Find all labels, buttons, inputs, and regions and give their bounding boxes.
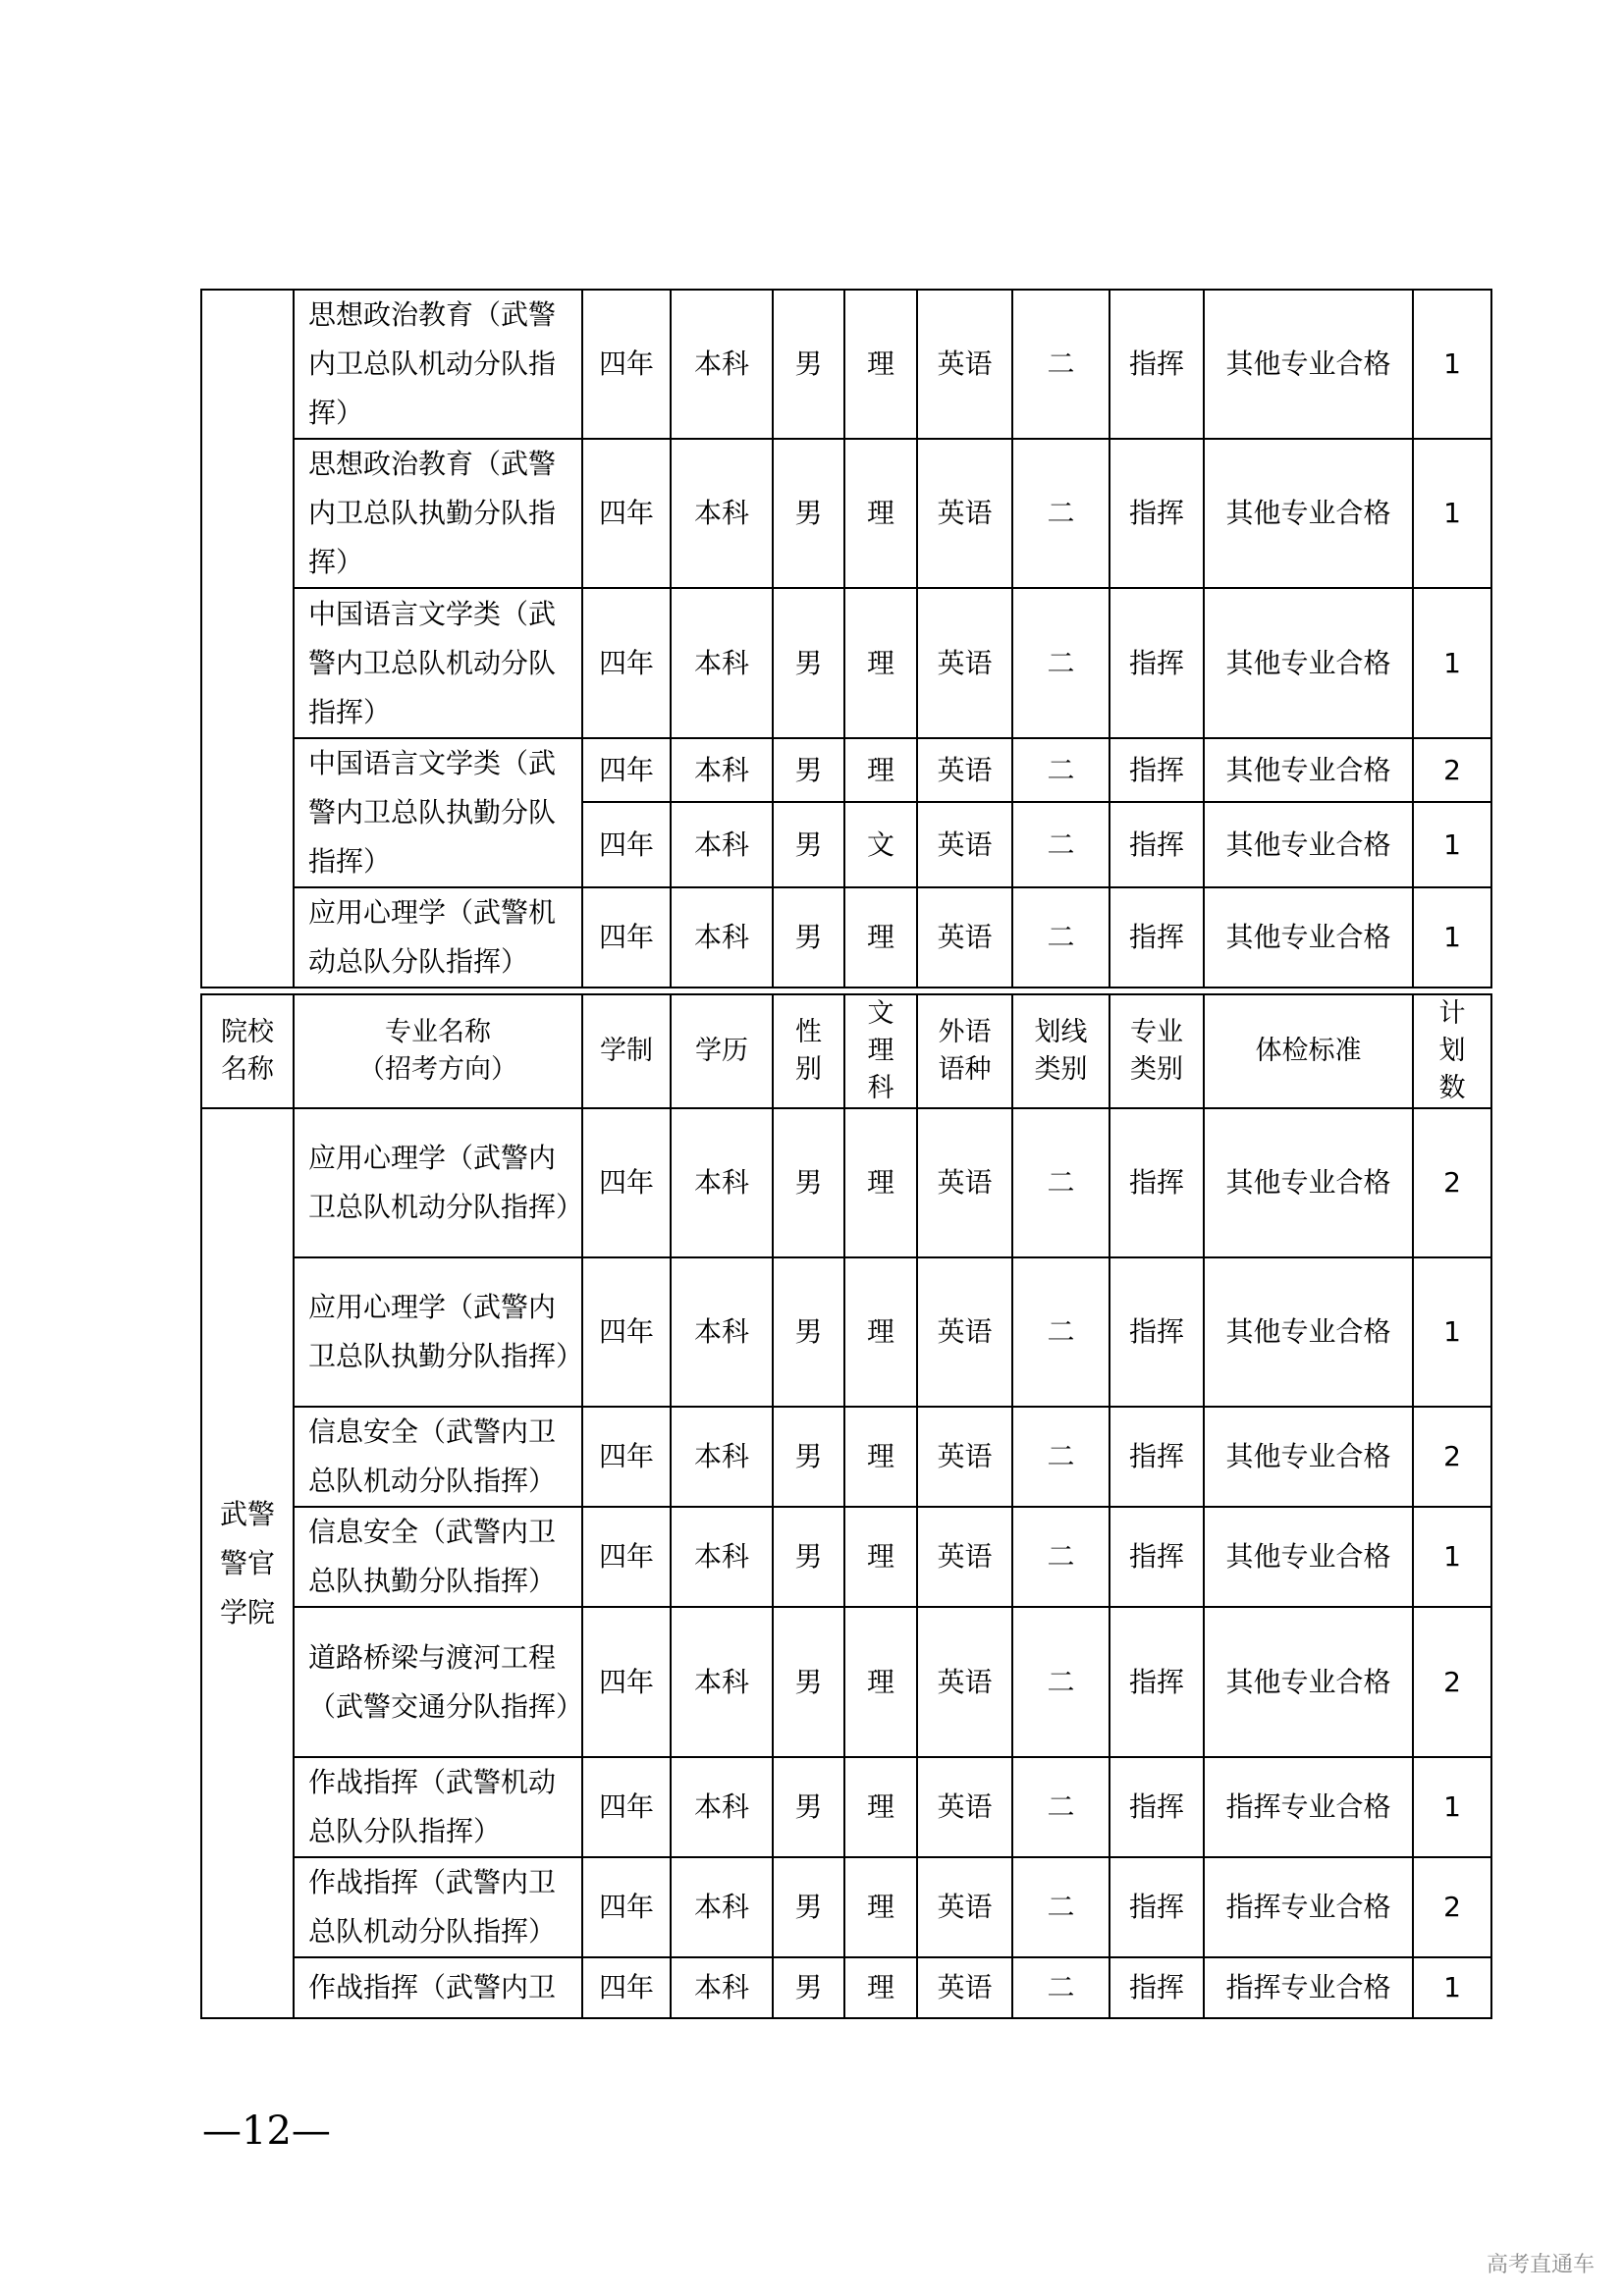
table-row	[201, 1957, 1491, 2018]
language-cell: 英语	[917, 1257, 1012, 1407]
table-row	[201, 1507, 1491, 1607]
gender-cell: 男	[773, 738, 844, 802]
physical-cell: 其他专业合格	[1204, 1257, 1413, 1407]
major-cell: 应用心理学（武警机动总队分队指挥）	[294, 887, 582, 988]
language-cell: 英语	[917, 738, 1012, 802]
plan-cell: 2	[1413, 1607, 1491, 1757]
header-stream: 文理科	[844, 994, 917, 1108]
stream-cell: 理	[844, 588, 917, 738]
gender-cell: 男	[773, 439, 844, 588]
line-cell: 二	[1012, 1108, 1110, 1257]
length-cell: 四年	[582, 802, 671, 887]
gender-cell: 男	[773, 588, 844, 738]
education-cell: 本科	[671, 1407, 773, 1507]
gender-cell: 男	[773, 802, 844, 887]
language-cell: 英语	[917, 802, 1012, 887]
line-cell: 二	[1012, 1257, 1110, 1407]
gender-cell: 男	[773, 1957, 844, 2018]
language-cell: 英语	[917, 290, 1012, 439]
language-cell: 英语	[917, 1957, 1012, 2018]
gender-cell: 男	[773, 1257, 844, 1407]
language-cell: 英语	[917, 1857, 1012, 1957]
header-plan: 计划数	[1413, 994, 1491, 1108]
length-cell: 四年	[582, 588, 671, 738]
header-language: 外语语种	[917, 994, 1012, 1108]
line-cell: 二	[1012, 588, 1110, 738]
physical-cell: 其他专业合格	[1204, 1108, 1413, 1257]
major-cell: 思想政治教育（武警内卫总队机动分队指挥）	[294, 290, 582, 439]
major-cell: 中国语言文学类（武警内卫总队机动分队指挥）	[294, 588, 582, 738]
major-cell: 作战指挥（武警内卫总队机动分队指挥）	[294, 1857, 582, 1957]
plan-cell: 2	[1413, 1857, 1491, 1957]
category-cell: 指挥	[1110, 1257, 1204, 1407]
education-cell: 本科	[671, 588, 773, 738]
category-cell: 指挥	[1110, 439, 1204, 588]
plan-cell: 2	[1413, 738, 1491, 802]
major-cell: 道路桥梁与渡河工程（武警交通分队指挥）	[294, 1607, 582, 1757]
education-cell: 本科	[671, 1607, 773, 1757]
page-number: —12—	[202, 2109, 331, 2154]
category-cell: 指挥	[1110, 1108, 1204, 1257]
language-cell: 英语	[917, 1507, 1012, 1607]
stream-cell: 文	[844, 802, 917, 887]
category-cell: 指挥	[1110, 588, 1204, 738]
length-cell: 四年	[582, 1957, 671, 2018]
stream-cell: 理	[844, 738, 917, 802]
header-category: 专业类别	[1110, 994, 1204, 1108]
plan-cell: 1	[1413, 1957, 1491, 2018]
gender-cell: 男	[773, 1108, 844, 1257]
education-cell: 本科	[671, 290, 773, 439]
table-row	[201, 588, 1491, 738]
header-physical: 体检标准	[1204, 994, 1413, 1108]
plan-cell: 1	[1413, 1257, 1491, 1407]
line-cell: 二	[1012, 1957, 1110, 2018]
header-education: 学历	[671, 994, 773, 1108]
table-row	[201, 1407, 1491, 1507]
gender-cell: 男	[773, 1507, 844, 1607]
physical-cell: 其他专业合格	[1204, 1507, 1413, 1607]
table-row	[201, 290, 1491, 439]
major-cell: 中国语言文学类（武警内卫总队执勤分队指挥）	[294, 738, 582, 887]
physical-cell: 其他专业合格	[1204, 588, 1413, 738]
table-row	[201, 1108, 1491, 1257]
line-cell: 二	[1012, 1757, 1110, 1857]
table-row	[201, 1257, 1491, 1407]
line-cell: 二	[1012, 1857, 1110, 1957]
stream-cell: 理	[844, 1607, 917, 1757]
major-cell: 作战指挥（武警机动总队分队指挥）	[294, 1757, 582, 1857]
header-line: 划线类别	[1012, 994, 1110, 1108]
line-cell: 二	[1012, 1607, 1110, 1757]
education-cell: 本科	[671, 1757, 773, 1857]
plan-cell: 1	[1413, 802, 1491, 887]
length-cell: 四年	[582, 1407, 671, 1507]
plan-cell: 1	[1413, 439, 1491, 588]
physical-cell: 其他专业合格	[1204, 1607, 1413, 1757]
stream-cell: 理	[844, 887, 917, 988]
category-cell: 指挥	[1110, 1957, 1204, 2018]
major-cell: 信息安全（武警内卫总队执勤分队指挥）	[294, 1507, 582, 1607]
category-cell: 指挥	[1110, 887, 1204, 988]
physical-cell: 其他专业合格	[1204, 802, 1413, 887]
category-cell: 指挥	[1110, 1507, 1204, 1607]
physical-cell: 其他专业合格	[1204, 290, 1413, 439]
physical-cell: 其他专业合格	[1204, 738, 1413, 802]
education-cell: 本科	[671, 887, 773, 988]
stream-cell: 理	[844, 1108, 917, 1257]
major-cell: 信息安全（武警内卫总队机动分队指挥）	[294, 1407, 582, 1507]
length-cell: 四年	[582, 1108, 671, 1257]
language-cell: 英语	[917, 1607, 1012, 1757]
school-name-cell	[201, 290, 294, 988]
header-school: 院校名称	[201, 994, 294, 1108]
language-cell: 英语	[917, 588, 1012, 738]
stream-cell: 理	[844, 439, 917, 588]
stream-cell: 理	[844, 1507, 917, 1607]
table-header-row	[201, 994, 1491, 1108]
stream-cell: 理	[844, 1757, 917, 1857]
plan-cell: 1	[1413, 887, 1491, 988]
table-row	[201, 1607, 1491, 1757]
length-cell: 四年	[582, 439, 671, 588]
education-cell: 本科	[671, 1957, 773, 2018]
plan-cell: 1	[1413, 1507, 1491, 1607]
physical-cell: 其他专业合格	[1204, 887, 1413, 988]
major-cell: 应用心理学（武警内卫总队机动分队指挥）	[294, 1108, 582, 1257]
header-gender: 性别	[773, 994, 844, 1108]
education-cell: 本科	[671, 802, 773, 887]
physical-cell: 指挥专业合格	[1204, 1757, 1413, 1857]
line-cell: 二	[1012, 1407, 1110, 1507]
length-cell: 四年	[582, 1857, 671, 1957]
language-cell: 英语	[917, 887, 1012, 988]
table-row	[201, 439, 1491, 588]
length-cell: 四年	[582, 290, 671, 439]
table-row	[201, 887, 1491, 988]
admission-plan-table-continued	[200, 289, 1492, 988]
gender-cell: 男	[773, 1607, 844, 1757]
school-name-cell: 武警警官学院	[201, 1108, 294, 2018]
education-cell: 本科	[671, 439, 773, 588]
admission-plan-table	[200, 993, 1492, 2019]
watermark: 高考直通车	[1486, 2253, 1595, 2277]
major-cell: 应用心理学（武警内卫总队执勤分队指挥）	[294, 1257, 582, 1407]
education-cell: 本科	[671, 1857, 773, 1957]
length-cell: 四年	[582, 1607, 671, 1757]
gender-cell: 男	[773, 1757, 844, 1857]
physical-cell: 其他专业合格	[1204, 439, 1413, 588]
table-row	[201, 1857, 1491, 1957]
line-cell: 二	[1012, 439, 1110, 588]
gender-cell: 男	[773, 290, 844, 439]
major-cell: 作战指挥（武警内卫	[294, 1957, 582, 2018]
stream-cell: 理	[844, 290, 917, 439]
gender-cell: 男	[773, 887, 844, 988]
education-cell: 本科	[671, 1108, 773, 1257]
education-cell: 本科	[671, 738, 773, 802]
length-cell: 四年	[582, 738, 671, 802]
education-cell: 本科	[671, 1507, 773, 1607]
language-cell: 英语	[917, 1108, 1012, 1257]
category-cell: 指挥	[1110, 1757, 1204, 1857]
physical-cell: 其他专业合格	[1204, 1407, 1413, 1507]
stream-cell: 理	[844, 1957, 917, 2018]
plan-cell: 1	[1413, 588, 1491, 738]
length-cell: 四年	[582, 1257, 671, 1407]
language-cell: 英语	[917, 1407, 1012, 1507]
category-cell: 指挥	[1110, 1607, 1204, 1757]
table-row	[201, 1757, 1491, 1857]
line-cell: 二	[1012, 290, 1110, 439]
line-cell: 二	[1012, 1507, 1110, 1607]
plan-cell: 1	[1413, 290, 1491, 439]
length-cell: 四年	[582, 1507, 671, 1607]
category-cell: 指挥	[1110, 802, 1204, 887]
header-length: 学制	[582, 994, 671, 1108]
plan-cell: 1	[1413, 1757, 1491, 1857]
major-cell: 思想政治教育（武警内卫总队执勤分队指挥）	[294, 439, 582, 588]
language-cell: 英语	[917, 1757, 1012, 1857]
gender-cell: 男	[773, 1857, 844, 1957]
stream-cell: 理	[844, 1257, 917, 1407]
length-cell: 四年	[582, 887, 671, 988]
physical-cell: 指挥专业合格	[1204, 1957, 1413, 2018]
category-cell: 指挥	[1110, 290, 1204, 439]
plan-cell: 2	[1413, 1108, 1491, 1257]
category-cell: 指挥	[1110, 738, 1204, 802]
education-cell: 本科	[671, 1257, 773, 1407]
line-cell: 二	[1012, 802, 1110, 887]
stream-cell: 理	[844, 1857, 917, 1957]
table-row	[201, 738, 1491, 802]
gender-cell: 男	[773, 1407, 844, 1507]
line-cell: 二	[1012, 738, 1110, 802]
stream-cell: 理	[844, 1407, 917, 1507]
length-cell: 四年	[582, 1757, 671, 1857]
category-cell: 指挥	[1110, 1407, 1204, 1507]
physical-cell: 指挥专业合格	[1204, 1857, 1413, 1957]
category-cell: 指挥	[1110, 1857, 1204, 1957]
line-cell: 二	[1012, 887, 1110, 988]
language-cell: 英语	[917, 439, 1012, 588]
plan-cell: 2	[1413, 1407, 1491, 1507]
header-major: 专业名称 （招考方向）	[294, 994, 582, 1108]
